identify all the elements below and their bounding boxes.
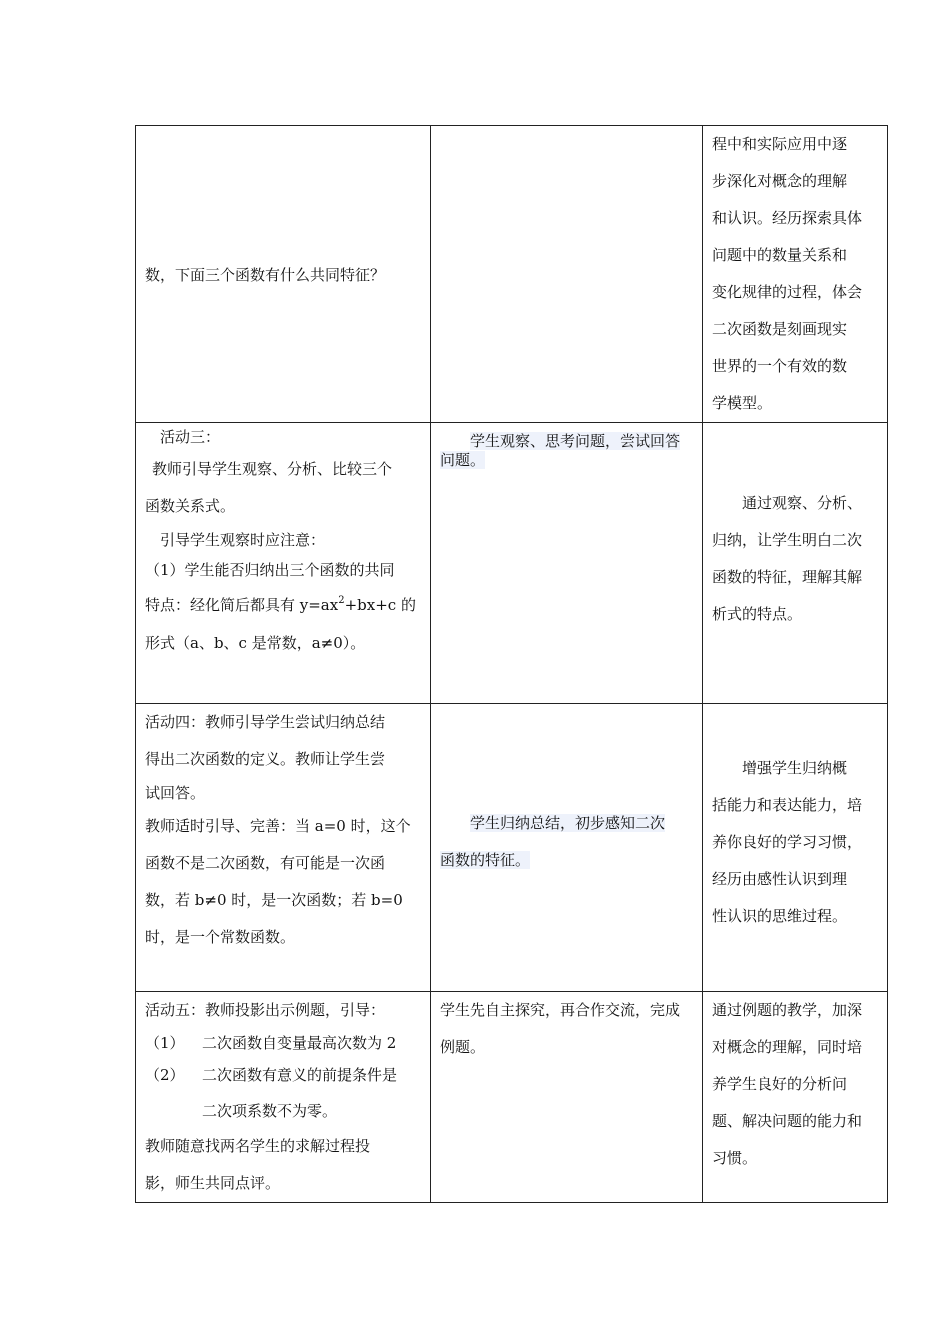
cell-text: 函数关系式。 bbox=[145, 497, 236, 515]
cell-text: 影，师生共同点评。 bbox=[145, 1174, 281, 1192]
cell-text: 程中和实际应用中逐 bbox=[712, 135, 848, 153]
cell-text: 变化规律的过程，体会 bbox=[712, 283, 863, 301]
cell-text: 时，是一个常数函数。 bbox=[145, 928, 296, 946]
cell-text: 形式（a、b、c 是常数，a≠0）。 bbox=[145, 634, 366, 652]
cell-text: 函数的特征，理解其解 bbox=[712, 568, 863, 586]
cell-text: 二次函数是刻画现实 bbox=[712, 320, 848, 338]
cell-text: 学模型。 bbox=[712, 394, 773, 412]
cell-text: 二次项系数不为零。 bbox=[202, 1102, 338, 1120]
cell-text: 教师引导学生观察、分析、比较三个 bbox=[152, 460, 393, 478]
design-intent-cell bbox=[703, 992, 888, 1203]
cell-text: 通过观察、分析、 bbox=[742, 494, 863, 512]
cell-text: 习惯。 bbox=[712, 1149, 758, 1167]
cell-text: 通过例题的教学，加深 bbox=[712, 1001, 863, 1019]
cell-text: 得出二次函数的定义。教师让学生尝 bbox=[145, 750, 386, 768]
cell-text: 括能力和表达能力，培 bbox=[712, 796, 863, 814]
cell-text: 函数的特征。 bbox=[440, 851, 531, 869]
lesson-plan-table bbox=[135, 125, 888, 1203]
teacher-activity-cell bbox=[136, 992, 431, 1203]
cell-text: 数，若 b≠0 时，是一次函数；若 b=0 bbox=[145, 891, 403, 909]
cell-text: 经历由感性认识到理 bbox=[712, 870, 848, 888]
exponent: 2 bbox=[338, 595, 345, 606]
cell-text: 数，下面三个函数有什么共同特征？ bbox=[145, 266, 386, 284]
table-row bbox=[136, 704, 888, 992]
student-activity-cell bbox=[431, 704, 703, 992]
cell-text: 养你良好的学习习惯， bbox=[712, 833, 863, 851]
cell-text: 世界的一个有效的数 bbox=[712, 357, 848, 375]
cell-text: 学生归纳总结，初步感知二次 bbox=[470, 814, 666, 832]
design-intent-cell bbox=[703, 704, 888, 992]
table-row bbox=[136, 423, 888, 704]
teacher-activity-cell bbox=[136, 126, 431, 423]
cell-text: 引导学生观察时应注意： bbox=[160, 531, 326, 549]
cell-text: 例题。 bbox=[440, 1038, 486, 1056]
cell-text: （2） 二次函数有意义的前提条件是 bbox=[145, 1066, 398, 1084]
student-activity-cell bbox=[431, 992, 703, 1203]
cell-text: 活动三： bbox=[160, 428, 221, 446]
cell-text: 学生先自主探究，再合作交流，完成 bbox=[440, 1001, 681, 1019]
cell-text: 活动四：教师引导学生尝试归纳总结 bbox=[145, 713, 386, 731]
cell-text: 步深化对概念的理解 bbox=[712, 172, 848, 190]
cell-text: 教师适时引导、完善：当 a=0 时，这个 bbox=[145, 817, 411, 835]
student-activity-cell bbox=[431, 126, 703, 423]
cell-text: 教师随意找两名学生的求解过程投 bbox=[145, 1137, 371, 1155]
cell-text: 和认识。经历探索具体 bbox=[712, 209, 863, 227]
table-row bbox=[136, 126, 888, 423]
cell-text: 对概念的理解，同时培 bbox=[712, 1038, 863, 1056]
cell-text: 增强学生归纳概 bbox=[742, 759, 848, 777]
cell-text: 问题。 bbox=[440, 451, 486, 469]
cell-text: 题、解决问题的能力和 bbox=[712, 1112, 863, 1130]
cell-text: 活动五：教师投影出示例题，引导： bbox=[145, 1001, 386, 1019]
teacher-activity-cell bbox=[136, 704, 431, 992]
cell-text: 归纳，让学生明白二次 bbox=[712, 531, 863, 549]
cell-text: 试回答。 bbox=[145, 784, 206, 802]
table-row bbox=[136, 992, 888, 1203]
cell-text: 养学生良好的分析问 bbox=[712, 1075, 848, 1093]
student-activity-cell bbox=[431, 423, 703, 704]
teacher-activity-cell bbox=[136, 423, 431, 704]
cell-text: 特点：经化简后都具有 $y=ax^2+bx+c$ 的 bbox=[145, 595, 416, 614]
cell-text: 析式的特点。 bbox=[712, 605, 803, 623]
cell-text: 问题中的数量关系和 bbox=[712, 246, 848, 264]
cell-text: 函数不是二次函数，有可能是一次函 bbox=[145, 854, 386, 872]
cell-text: 学生观察、思考问题，尝试回答 bbox=[470, 432, 681, 450]
cell-text: （1） 二次函数自变量最高次数为 2 bbox=[145, 1034, 397, 1052]
cell-text: 性认识的思维过程。 bbox=[712, 907, 848, 925]
design-intent-cell bbox=[703, 423, 888, 704]
design-intent-cell bbox=[703, 126, 888, 423]
cell-text: （1）学生能否归纳出三个函数的共同 bbox=[145, 561, 395, 579]
